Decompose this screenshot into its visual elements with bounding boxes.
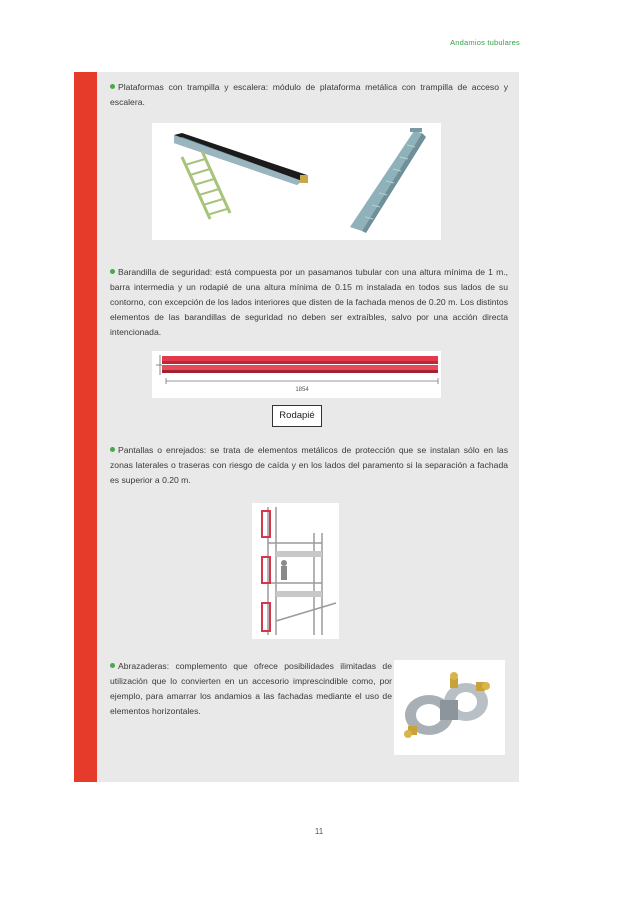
figure-rodapie	[152, 351, 441, 398]
rodapie-dimension-label: 1854	[295, 387, 309, 393]
clamp-illustration	[394, 660, 505, 755]
item-text: Pantallas o enrejados: se trata de elementos metálicos de protección que se instalan sólo en las zonas laterales o traseras con riesgo de caída y en los lados del paramento si la separación a fachada es superior a 0.20 m.	[110, 445, 508, 485]
item-text: Barandilla de seguridad: está compuesta por un pasamanos tubular con una altura mínima de 1 m., barra intermedia y un rodapié de una altura mínima de 0.15 m instalada en todos sus lados de su contorno, con excepción de los lados interiores que disten de la fachada menos de 0.20 m. Los distintos elementos de las barandillas de seguridad no deben ser extraíbles, salvo por una acción directa intencionada.	[110, 267, 508, 337]
list-item-plataformas	[110, 80, 508, 110]
list-item-barandilla	[110, 265, 508, 340]
list-item-pantallas	[110, 443, 508, 488]
figure-abrazadera	[394, 660, 505, 755]
figure-pantallas	[252, 503, 339, 639]
red-side-stripe	[74, 72, 97, 782]
page-number: 11	[314, 827, 324, 836]
list-item-abrazaderas	[110, 659, 392, 719]
rodapie-illustration	[152, 351, 441, 398]
bullet-icon	[110, 84, 115, 89]
bullet-icon	[110, 269, 115, 274]
item-text: Abrazaderas: complemento que ofrece posibilidades ilimitadas de utilización que lo convierten en un accesorio imprescindible como, por ejemplo, para amarrar los andamios a las fachadas mediante el uso de elementos horizontales.	[110, 661, 392, 716]
figure-plataforma-escalera	[152, 123, 441, 240]
platform-ladder-illustration	[152, 123, 441, 240]
bullet-icon	[110, 447, 115, 452]
bullet-icon	[110, 663, 115, 668]
item-text: Plataformas con trampilla y escalera: módulo de plataforma metálica con trampilla de acceso y escalera.	[110, 82, 508, 107]
rodapie-caption: Rodapié	[272, 405, 322, 427]
scaffold-screens-illustration	[252, 503, 339, 639]
running-header: Andamios tubulares	[450, 38, 520, 47]
